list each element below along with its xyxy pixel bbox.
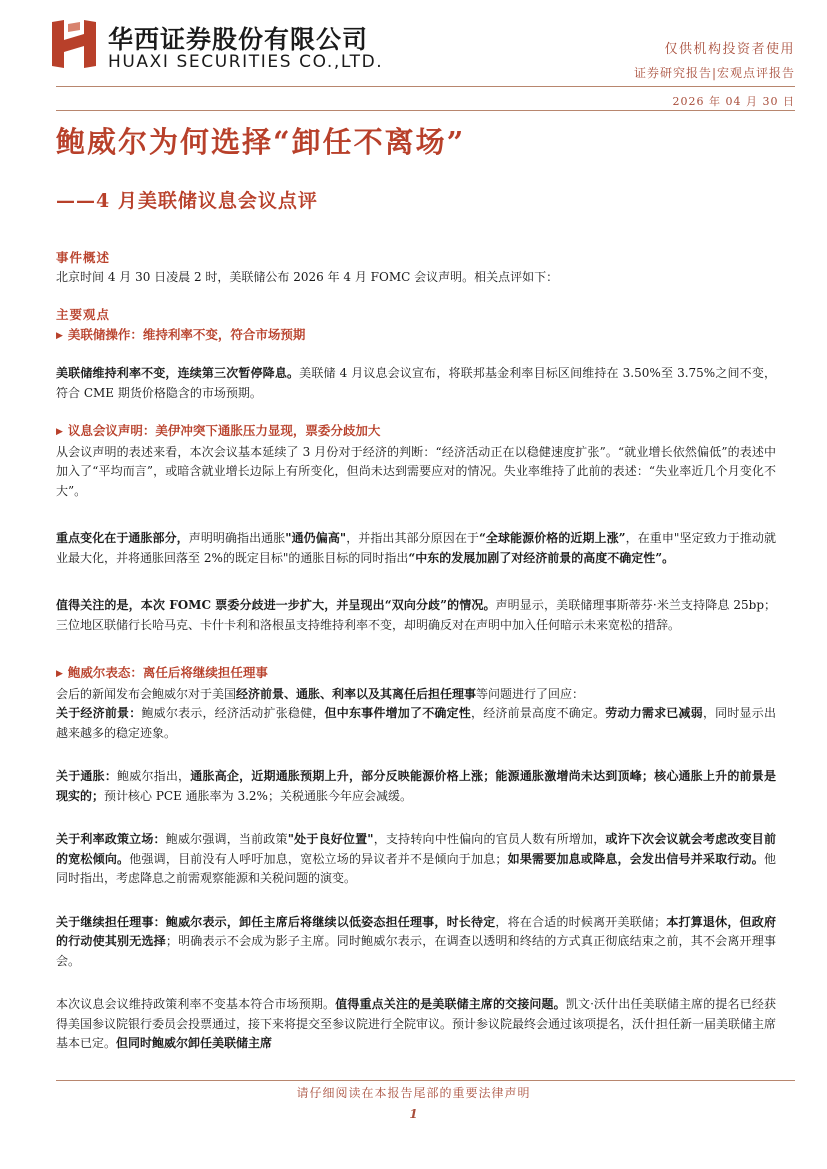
emphasis: 美联储维持利率不变，连续第三次暂停降息。 — [56, 366, 300, 380]
emphasis: 通胀高企，近期通胀预期上升，部分反映能源价格上涨；能源通胀激增尚未达到顶峰；核心通胀上升的前景是现实的； — [56, 769, 776, 803]
paragraph-inflation — [56, 767, 776, 806]
report-date: 2026 年 04 月 30 日 — [672, 95, 795, 108]
emphasis: 鲍威尔表示，卸任主席后将继续以低姿态担任理事，时长待定 — [165, 914, 496, 929]
emphasis: 如果需要加息或降息，会发出信号并采取行动。 — [507, 851, 764, 866]
paragraph-dissent — [56, 596, 776, 635]
triangle-bullet-icon: ▶ — [56, 669, 63, 679]
emphasis: "通仍偏高" — [285, 531, 347, 545]
report-title: 鲍威尔为何选择“卸任不离场” — [56, 125, 466, 159]
triangle-bullet-icon: ▶ — [56, 330, 63, 341]
text: 等问题进行了回应： — [476, 686, 585, 701]
paragraph-succession — [56, 995, 776, 1054]
bullet-fed-operation — [56, 325, 776, 347]
report-body — [56, 248, 776, 1054]
emphasis: 劳动力需求已减弱 — [605, 706, 703, 720]
emphasis: 关于利率政策立场： — [56, 832, 166, 846]
paragraph-governor-role — [56, 913, 776, 972]
header-divider — [56, 86, 795, 87]
legal-disclaimer-note: 请仔细阅读在本报告尾部的重要法律声明 — [296, 1086, 531, 1100]
report-type: 证券研究报告|宏观点评报告 — [633, 66, 795, 80]
text: ，在重申"坚定致力于推动就业最大化，并将通胀回落至 2%的既定目标"的通胀目标的同时指出 — [56, 531, 776, 565]
triangle-bullet-icon: ▶ — [56, 427, 63, 437]
page-number: 1 — [409, 1107, 418, 1121]
paragraph-outlook — [56, 704, 776, 743]
emphasis: 本打算退休，但政府的行动使其别无选择 — [56, 914, 776, 948]
text: ，同时显示出越来越多的稳定迹象。 — [56, 706, 776, 740]
text: 凯文·沃什出任美联储主席的提名已经获得美国参议院银行委员会投票通过，接下来将提交至参议院进行全院审议。预计参议院最终会通过该项提名，沃什担任新一届美联储主席基本已定。 — [56, 997, 777, 1050]
paragraph-inflation-change — [56, 529, 776, 568]
emphasis: 但同时鲍威尔卸任美联储主席 — [116, 1036, 273, 1050]
paragraph-press-intro — [56, 685, 776, 705]
emphasis: 经济前景、通胀、利率以及其离任后担任理事 — [236, 686, 477, 701]
emphasis: 但中东事件增加了不确定性 — [324, 706, 472, 720]
text: 本次议息会议维持政策利率不变基本符合市场预期。 — [56, 997, 336, 1011]
emphasis: “中东的发展加剧了对经济前景的高度不确定性”。 — [408, 550, 675, 565]
text: 他强调，目前没有人呼吁加息，宽松立场的异议者并不是倾向于加息； — [129, 851, 508, 866]
audience-note: 仅供机构投资者使用 — [664, 42, 795, 57]
text: ；明确表示不会成为影子主席。同时鲍威尔表示，在调查以透明和终结的方式真正彻底结束之前，其不会离开理事会。 — [56, 934, 776, 968]
text: 声明显示，美联储理事斯蒂芬·米兰支持降息 25bp；三位地区联储行长哈马克、卡什卡利和洛根虽支持维持利率不变，却明确反对在声明中加入任何暗示未来宽松的措辞。 — [56, 598, 776, 632]
text: 美联储 4 月议息会议宣布，将联邦基金利率目标区间维持在 3.50%至 3.75%之间不变，符合 CME 期货价格隐含的市场预期。 — [56, 366, 776, 400]
text: 鲍威尔强调，当前政策 — [165, 832, 288, 846]
emphasis: 关于经济前景： — [56, 706, 142, 720]
date-divider — [56, 110, 795, 111]
emphasis: 重点变化在于通胀部分， — [56, 531, 189, 545]
company-name-en: HUAXI SECURITIES CO.,LTD. — [108, 52, 384, 72]
text: 鲍威尔表示，经济活动扩张稳健， — [141, 706, 325, 720]
text: ，支持转向中性偏向的官员人数有所增加， — [373, 832, 606, 846]
text: ，将在合适的时候离开美联储； — [495, 914, 667, 929]
bullet-statement — [56, 421, 776, 443]
bullet-statement-label: 议息会议声明：美伊冲突下通胀压力显现，票委分歧加大 — [67, 423, 381, 438]
text: 预计核心 PCE 通胀率为 3.2%；关税通胀今年应会减缓。 — [104, 788, 412, 803]
company-name-cn: 华西证券股份有限公司 — [108, 25, 369, 54]
overview-paragraph: 北京时间 4 月 30 日凌晨 2 时，美联储公布 2026 年 4 月 FOMC 会议声明。相关点评如下： — [56, 269, 559, 284]
emphasis: “全球能源价格的近期上涨” — [478, 531, 626, 545]
bullet-powell-stance-label: 鲍威尔表态：离任后将继续担任理事 — [67, 665, 268, 680]
text: 声明明确指出通胀 — [188, 531, 286, 545]
report-subtitle: ——4 月美联储议息会议点评 — [56, 190, 318, 212]
paragraph-rate-hold — [56, 364, 776, 403]
paragraph-policy-stance — [56, 830, 776, 889]
text: 他同时指出，考虑降息之前需观察能源和关税问题的演变。 — [56, 851, 776, 885]
paragraph-economy-judgement: 从会议声明的表述来看，本次会议基本延续了 3 月份对于经济的判断：“经济活动正在以稳健速度扩张”。“就业增长依然偏低”的表述中加入了“平均而言”，或暗含就业增长边际上有所变化，但尚未达到需要应对的情况。失业率维持了此前的表述：“失业率近几个月变化不大”。 — [56, 444, 776, 498]
section-heading-main: 主要观点 — [56, 307, 111, 322]
text: ，并指出其部分原因在于 — [346, 531, 479, 545]
emphasis: 关于通胀： — [56, 769, 118, 783]
emphasis: 或许下次会议就会考虑改变目前的宽松倾向。 — [56, 832, 776, 866]
text: 鲍威尔指出， — [117, 769, 191, 783]
emphasis: 关于继续担任理事： — [56, 914, 166, 929]
section-heading-overview: 事件概述 — [56, 250, 111, 265]
emphasis: "处于良好位置" — [287, 832, 374, 846]
text: ，经济前景高度不确定。 — [471, 706, 606, 720]
huaxi-logo-icon — [52, 20, 96, 68]
emphasis: 值得重点关注的是美联储主席的交接问题。 — [335, 997, 566, 1011]
text: 会后的新闻发布会鲍威尔对于美国 — [56, 686, 237, 701]
footer-divider — [56, 1080, 795, 1081]
emphasis: 值得关注的是，本次 FOMC 票委分歧进一步扩大，并呈现出“双向分歧”的情况。 — [56, 598, 496, 612]
bullet-powell-stance — [56, 663, 776, 685]
bullet-fed-operation-label: 美联储操作：维持利率不变，符合市场预期 — [67, 326, 306, 342]
